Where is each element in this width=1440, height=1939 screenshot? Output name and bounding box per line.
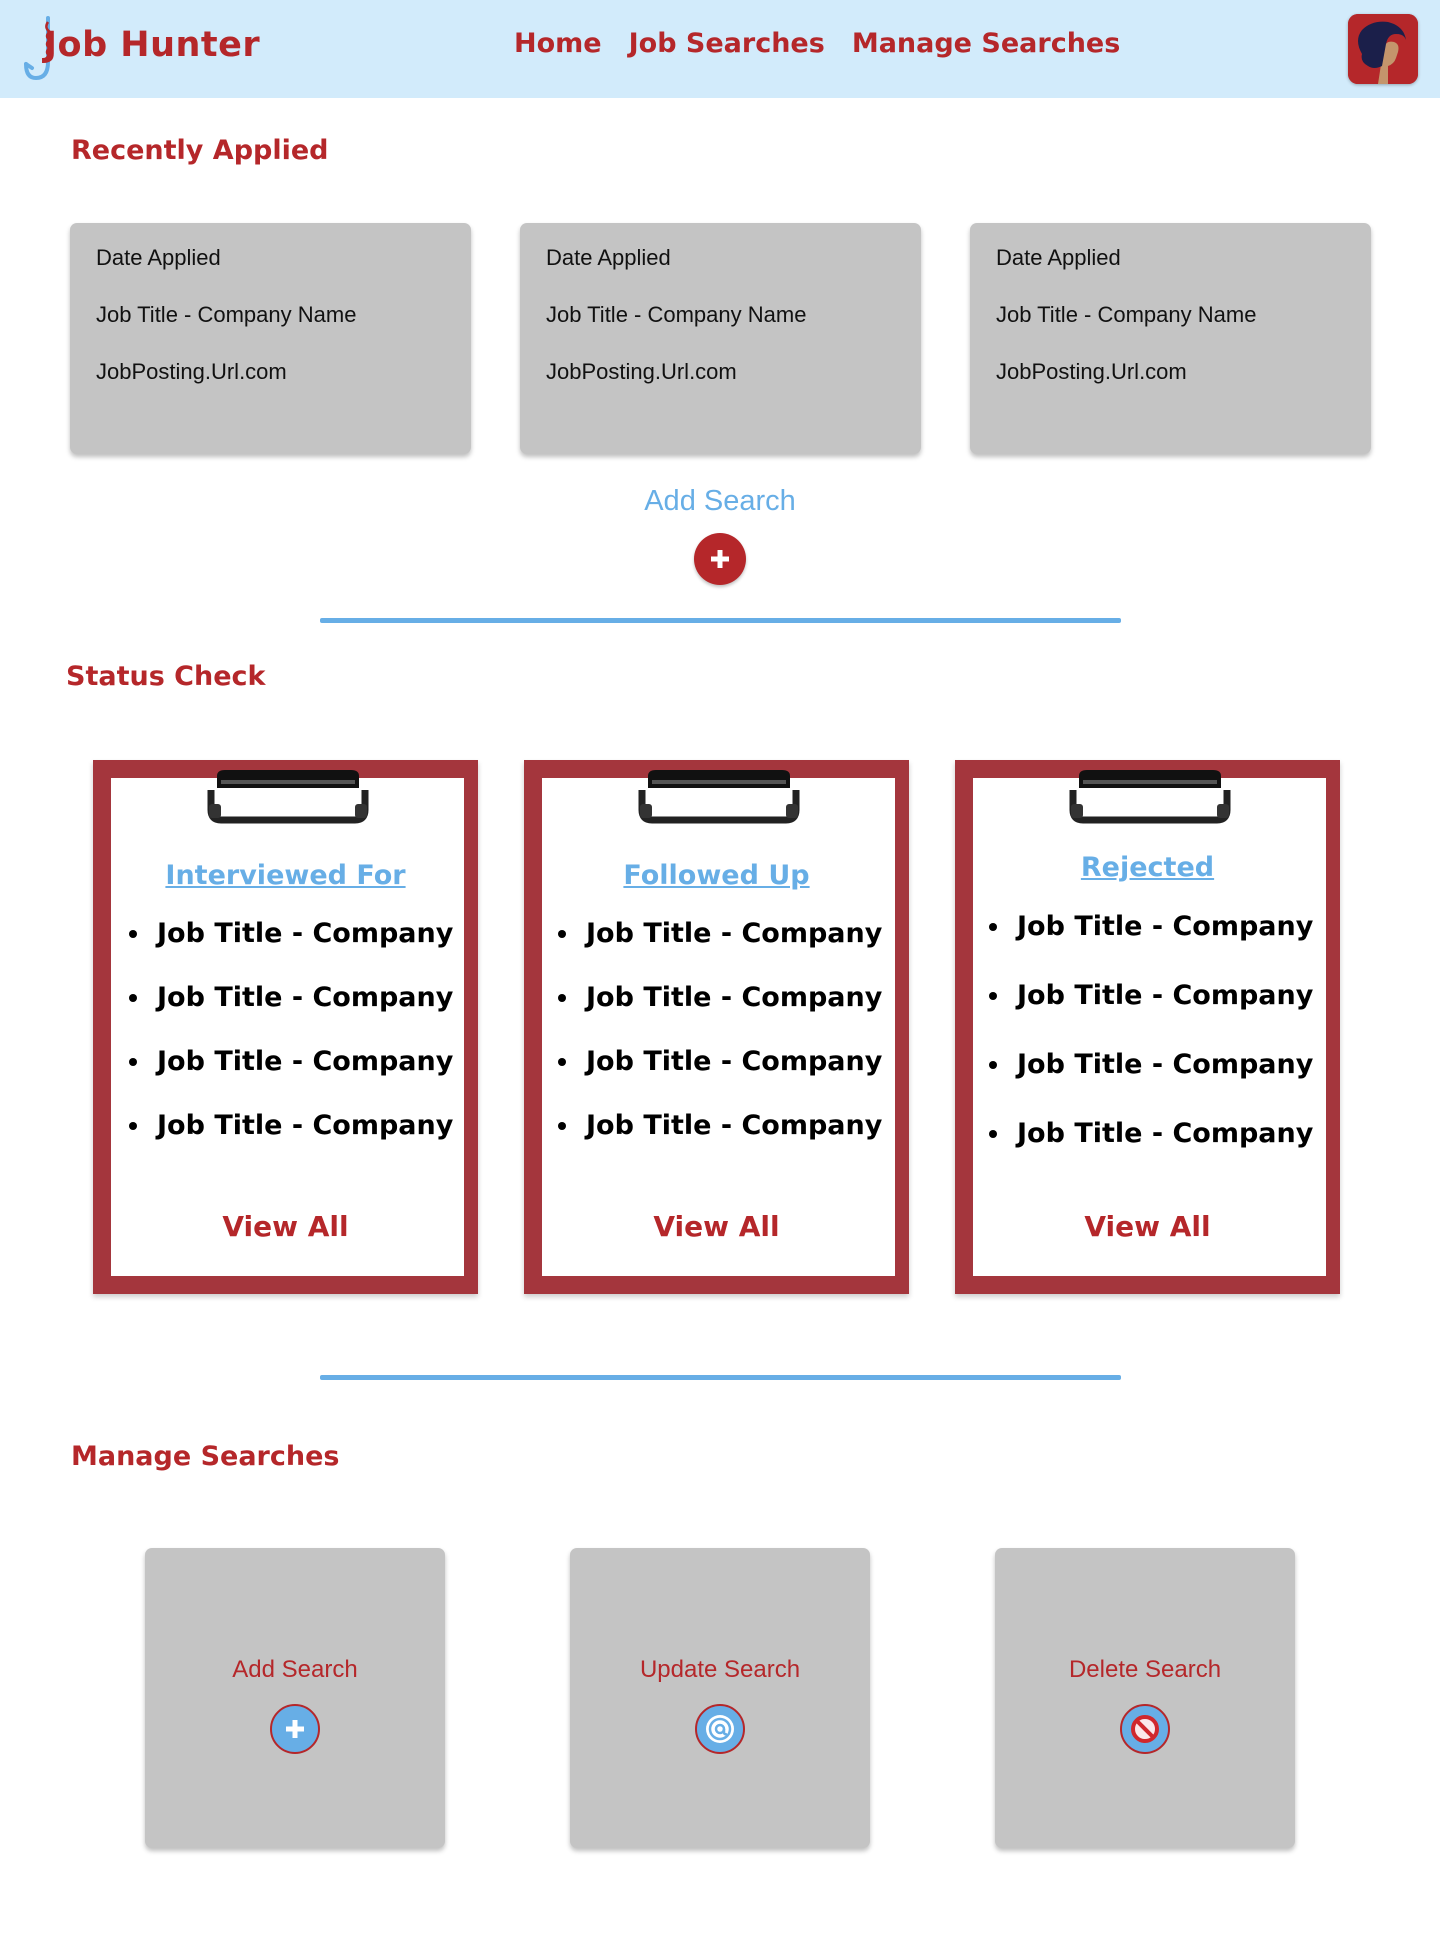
- no-icon[interactable]: [1120, 1704, 1170, 1754]
- clipboard-clip-icon: [634, 766, 804, 826]
- job-url[interactable]: JobPosting.Url.com: [96, 359, 287, 384]
- logo[interactable]: [24, 14, 284, 84]
- section-divider: [320, 1375, 1121, 1380]
- list-item[interactable]: Job Title - Company: [989, 1049, 1313, 1080]
- delete-search-card[interactable]: [995, 1548, 1295, 1848]
- job-company: Job Title - Company Name: [996, 302, 1257, 327]
- delete-search-label: Delete Search: [1068, 1656, 1222, 1683]
- status-check-title: Status Check: [66, 661, 266, 692]
- recently-applied-title: Recently Applied: [71, 135, 329, 166]
- list-item[interactable]: Job Title - Company: [129, 1110, 453, 1141]
- prohibited-glyph: [1128, 1712, 1162, 1746]
- section-divider: [320, 618, 1121, 623]
- board-title-rejected[interactable]: Rejected: [1080, 852, 1215, 883]
- at-icon[interactable]: [695, 1704, 745, 1754]
- nav-home[interactable]: Home: [514, 28, 602, 59]
- plus-icon[interactable]: [270, 1704, 320, 1754]
- list-item[interactable]: Job Title - Company: [989, 980, 1313, 1011]
- recent-application-card[interactable]: [70, 223, 471, 454]
- board-title-interviewed[interactable]: Interviewed For: [165, 860, 406, 891]
- clipboard-clip-icon: [1065, 766, 1235, 826]
- job-company: Job Title - Company Name: [546, 302, 807, 327]
- date-applied: Date Applied: [996, 245, 1121, 270]
- nav-job-searches[interactable]: Job Searches: [628, 28, 825, 59]
- logo-text: Job Hunter: [44, 25, 261, 65]
- date-applied: Date Applied: [546, 245, 671, 270]
- add-search-button[interactable]: [694, 533, 746, 585]
- view-all-followed-up[interactable]: View All: [653, 1210, 780, 1243]
- at-glyph: [703, 1712, 737, 1746]
- add-search-card[interactable]: [145, 1548, 445, 1848]
- job-url[interactable]: JobPosting.Url.com: [546, 359, 737, 384]
- top-navbar: [0, 0, 1440, 98]
- recent-application-card[interactable]: [970, 223, 1371, 454]
- update-search-card[interactable]: [570, 1548, 870, 1848]
- plus-glyph: [284, 1718, 306, 1740]
- list-item[interactable]: Job Title - Company: [558, 918, 882, 949]
- list-item[interactable]: Job Title - Company: [989, 911, 1313, 942]
- main-nav: [514, 28, 1120, 59]
- list-item[interactable]: Job Title - Company: [129, 918, 453, 949]
- board-title-followed-up[interactable]: Followed Up: [623, 860, 810, 891]
- update-search-label: Update Search: [639, 1656, 801, 1683]
- clipboard-clip-icon: [203, 766, 373, 826]
- view-all-rejected[interactable]: View All: [1084, 1210, 1211, 1243]
- list-item[interactable]: Job Title - Company: [129, 982, 453, 1013]
- job-url[interactable]: JobPosting.Url.com: [996, 359, 1187, 384]
- list-item[interactable]: Job Title - Company: [558, 1110, 882, 1141]
- avatar[interactable]: [1348, 14, 1418, 84]
- user-avatar-icon: [1348, 14, 1418, 84]
- board-list: [129, 918, 453, 1141]
- add-search-link[interactable]: Add Search: [644, 485, 796, 517]
- view-all-interviewed[interactable]: View All: [222, 1210, 349, 1243]
- list-item[interactable]: Job Title - Company: [558, 982, 882, 1013]
- date-applied: Date Applied: [96, 245, 221, 270]
- job-company: Job Title - Company Name: [96, 302, 357, 327]
- manage-searches-title: Manage Searches: [71, 1441, 340, 1472]
- board-list: [558, 918, 882, 1141]
- board-list: [989, 911, 1313, 1149]
- nav-manage-searches[interactable]: Manage Searches: [851, 28, 1121, 59]
- list-item[interactable]: Job Title - Company: [129, 1046, 453, 1077]
- list-item[interactable]: Job Title - Company: [989, 1118, 1313, 1149]
- recent-application-card[interactable]: [520, 223, 921, 454]
- list-item[interactable]: Job Title - Company: [558, 1046, 882, 1077]
- add-search-label: Add Search: [232, 1656, 358, 1683]
